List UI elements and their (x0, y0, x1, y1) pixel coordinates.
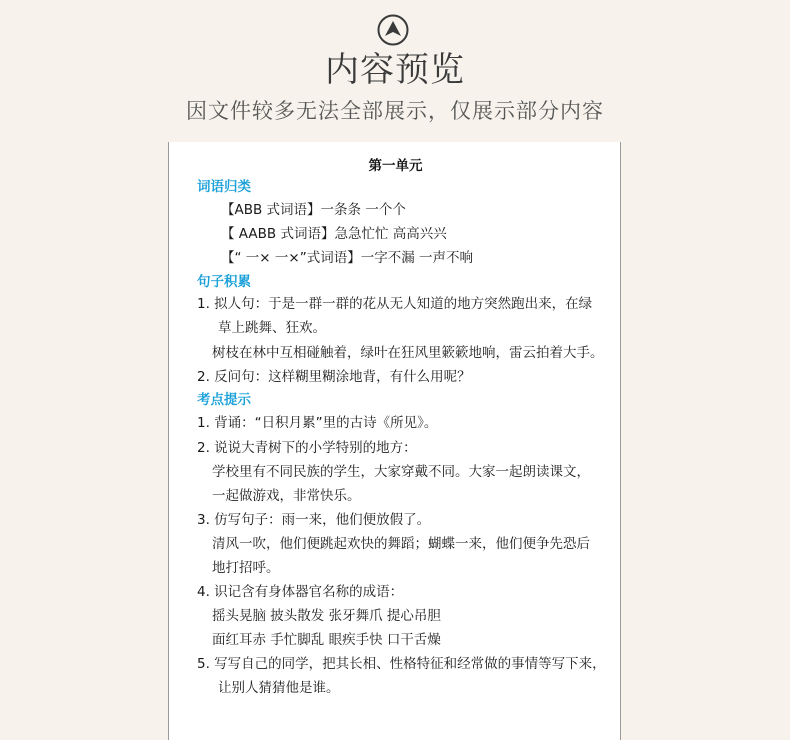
tip-line: 地打招呼。 (212, 560, 280, 576)
vocab-line: 【ABB 式词语】一条条 一个个 (221, 202, 406, 218)
tip-line: 2. 说说大青树下的小学特别的地方： (197, 440, 417, 456)
document-preview (168, 142, 621, 740)
tip-line: 面红耳赤 手忙脚乱 眼疾手快 口干舌燥 (212, 632, 441, 648)
section-heading-sentences: 句子积累 (197, 274, 251, 290)
tip-line: 一起做游戏，非常快乐。 (212, 488, 361, 504)
vocab-line: 【“ 一× 一×”式词语】一字不漏 一声不响 (221, 250, 473, 266)
page-title: 内容预览 (325, 50, 465, 90)
sentence-line: 2. 反问句：这样糊里糊涂地背，有什么用呢？ (197, 369, 471, 385)
tip-line: 1. 背诵：“日积月累”里的古诗《所见》。 (197, 415, 438, 431)
up-arrow-circle-icon[interactable] (377, 14, 409, 46)
vocab-line: 【 AABB 式词语】急急忙忙 高高兴兴 (221, 226, 447, 242)
section-heading-vocab: 词语归类 (197, 179, 251, 195)
tip-line: 3. 仿写句子：雨一来，他们便放假了。 (197, 512, 431, 528)
section-heading-tips: 考点提示 (197, 392, 251, 408)
document-title: 第一单元 (368, 158, 423, 174)
tip-line: 学校里有不同民族的学生，大家穿戴不同。大家一起朗读课文， (212, 464, 590, 480)
tip-line: 4. 识记含有身体器官名称的成语： (197, 584, 404, 600)
sentence-line: 树枝在林中互相碰触着，绿叶在狂风里簌簌地响，雷云拍着大手。 (212, 345, 604, 361)
sentence-line: 草上跳舞、狂欢。 (218, 320, 326, 336)
page-subtitle: 因文件较多无法全部展示，仅展示部分内容 (186, 99, 604, 123)
tip-line: 清风一吹，他们便跳起欢快的舞蹈；蝴蝶一来，他们便争先恐后 (212, 536, 590, 552)
tip-line: 摇头晃脑 披头散发 张牙舞爪 提心吊胆 (212, 608, 441, 624)
sentence-line: 1. 拟人句：于是一群一群的花从无人知道的地方突然跑出来，在绿 (197, 296, 593, 312)
preview-header (0, 0, 790, 140)
tip-line: 让别人猜猜他是谁。 (218, 680, 340, 696)
tip-line: 5. 写写自己的同学，把其长相、性格特征和经常做的事情等写下来， (197, 656, 606, 672)
